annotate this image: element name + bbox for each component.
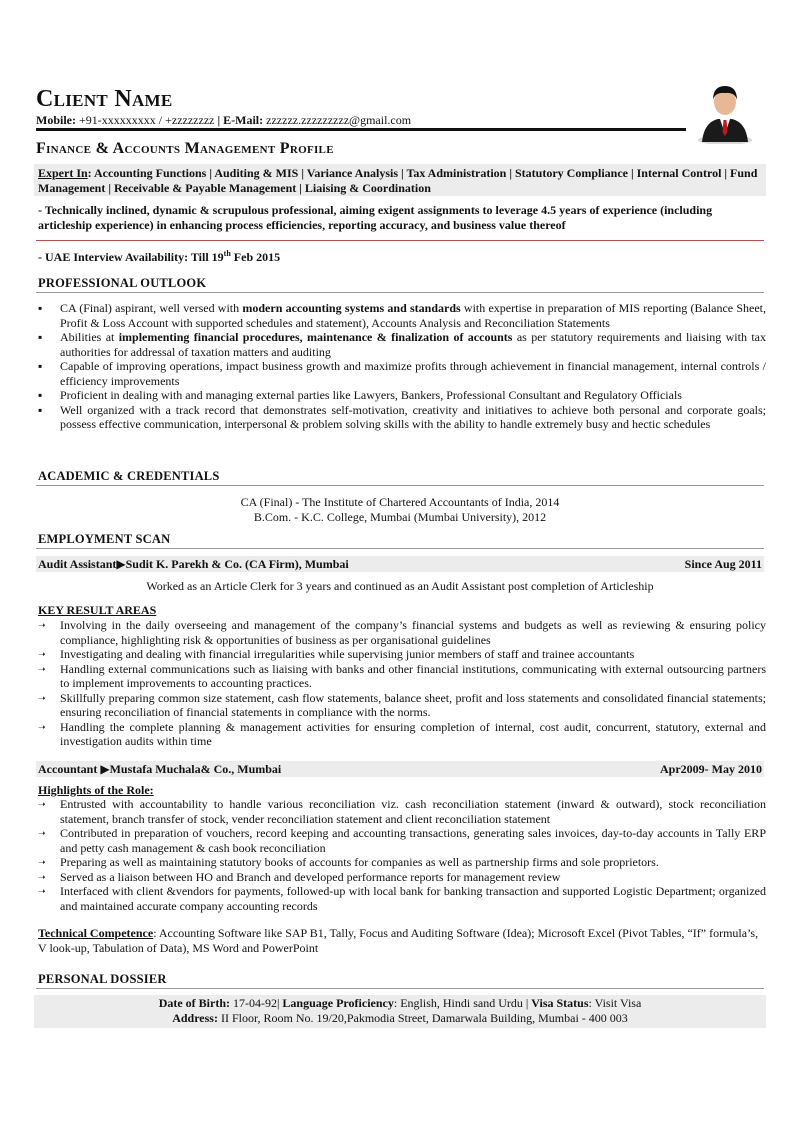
list-item: ➝ Handling external communications such as liaising with banks and other financial institutions, communicating with external outsourcing partners to implement improvements to accounting practices. bbox=[38, 661, 766, 690]
job-company: Mustafa Muchala& Co., Mumbai bbox=[109, 762, 282, 776]
email-label: E-Mail: bbox=[223, 113, 264, 127]
dob-label: Date of Birth: bbox=[158, 996, 231, 1010]
address-value: II Floor, Room No. 19/20,Pakmodia Street, Damarwala Building, Mumbai - 400 003 bbox=[217, 1011, 628, 1025]
expert-label: Expert In bbox=[38, 166, 88, 180]
section-heading-academic: ACADEMIC & CREDENTIALS bbox=[38, 469, 220, 483]
arrow-icon: ▶ bbox=[116, 557, 126, 571]
outlook-list bbox=[38, 301, 766, 432]
technical-text: : Accounting Software like SAP B1, Tally, Focus and Auditing Software (Idea); Microsoft Excel (Pivot Tables, “If” formula’s, V look-up, Tabulation of Data), MS Word and PowerPoint bbox=[38, 926, 759, 955]
arrow-icon: ▶ bbox=[100, 762, 110, 776]
kra-heading: KEY RESULT AREAS bbox=[38, 603, 157, 617]
list-item: ➝ Investigating and dealing with financial irregularities while supervising junior members of staff and trainee accountants bbox=[38, 647, 635, 661]
uae-availability: - UAE Interview Availability: Till 19th Feb 2015 bbox=[38, 249, 281, 264]
job-date: Since Aug 2011 bbox=[684, 557, 762, 571]
expert-in bbox=[38, 166, 764, 196]
section-rule bbox=[36, 548, 764, 549]
client-name: Client Name bbox=[36, 86, 173, 112]
job-title: Accountant bbox=[38, 762, 101, 776]
section-heading-employment: EMPLOYMENT SCAN bbox=[38, 532, 171, 546]
mobile-label: Mobile: bbox=[36, 113, 76, 127]
section-heading-outlook: PROFESSIONAL OUTLOOK bbox=[38, 276, 207, 290]
job1-note: Worked as an Article Clerk for 3 years and continued as an Audit Assistant post completion of Articleship bbox=[146, 579, 654, 593]
list-item: ▪ Proficient in dealing with and managing external parties like Lawyers, Bankers, Professional Consultant and Regulatory Officials bbox=[38, 388, 682, 402]
visa-value: : Visit Visa bbox=[588, 996, 642, 1010]
job-company: Sudit K. Parekh & Co. (CA Firm), Mumbai bbox=[125, 557, 349, 571]
section-heading-dossier: PERSONAL DOSSIER bbox=[38, 972, 167, 986]
address-label: Address: bbox=[172, 1011, 218, 1025]
section-rule bbox=[36, 485, 764, 486]
technical-label: Technical Competence bbox=[38, 926, 154, 940]
academic-line-2: B.Com. - K.C. College, Mumbai (Mumbai University), 2012 bbox=[253, 510, 547, 524]
list-item: ▪ Abilities at implementing financial procedures, maintenance & finalization of accounts as per statutory requirements and liaising with tax authorities for addressal of taxation matters and auditing bbox=[38, 330, 766, 359]
job-row-1 bbox=[36, 556, 764, 572]
language-label: Language Proficiency bbox=[282, 996, 394, 1010]
kra-list bbox=[38, 618, 766, 749]
highlights-list bbox=[38, 797, 766, 913]
academic-line-1: CA (Final) - The Institute of Chartered Accountants of India, 2014 bbox=[240, 495, 560, 509]
mobile-value: +91-xxxxxxxxx / +zzzzzzzz bbox=[79, 113, 215, 127]
dob-value: 17-04-92| bbox=[230, 996, 283, 1010]
person-avatar-icon bbox=[696, 82, 754, 144]
contact-line: Mobile: +91-xxxxxxxxx / +zzzzzzzz | E-Mail: zzzzzz.zzzzzzzzz@gmail.com bbox=[36, 113, 412, 127]
expert-text: : Accounting Functions | Auditing & MIS | Variance Analysis | Tax Administration | Statutory Compliance | Internal Control | Fund Management | Receivable & Payable Management | Liaising & Coordination bbox=[38, 166, 758, 195]
section-rule bbox=[36, 292, 764, 293]
language-value: : English, Hindi sand Urdu | bbox=[393, 996, 532, 1010]
section-rule bbox=[36, 988, 764, 989]
list-item: ➝ Handling the complete planning & management activities for ensuring completion of internal, cost audit, concurrent, statutory, external and investigation audits within time bbox=[38, 719, 766, 748]
visa-label: Visa Status bbox=[531, 996, 589, 1010]
list-item: ▪ CA (Final) aspirant, well versed with modern accounting systems and standards with expertise in preparation of MIS reporting (Balance Sheet, Profit & Loss Account with supported schedules and statement), Accounts Analysis and Reconciliation Statements bbox=[38, 301, 767, 330]
list-item: ➝ Preparing as well as maintaining statutory books of accounts for companies as well as partnership firms and sole proprietors. bbox=[38, 855, 659, 869]
list-item: ➝ Skillfully preparing common size statement, cash flow statements, balance sheet, profit and loss statements and consolidated financial statements; ensuring reconciliation of financial statements in compliance with the norms. bbox=[38, 690, 766, 719]
list-item: ▪ Capable of improving operations, impact business growth and maximize profits through achievement in financial management, internal controls / efficiency improvements bbox=[38, 359, 766, 388]
technical-competence bbox=[38, 926, 764, 956]
list-item: ➝ Served as a liaison between HO and Branch and developed performance reports for management review bbox=[38, 869, 561, 884]
summary-rule bbox=[36, 240, 764, 241]
list-item: ➝ Interfaced with client &vendors for payments, followed-up with local bank for banking transaction and supported Logistic Department; organized and maintained accurate company accounting records bbox=[38, 884, 766, 913]
summary: - Technically inclined, dynamic & scrupulous professional, aiming exigent assignments to leverage 4.5 years of experience (including articleship experience) in enhancing process efficiencies, reporting accuracy, and business value thereof bbox=[38, 203, 713, 232]
job-date: Apr2009- May 2010 bbox=[660, 762, 762, 776]
list-item: ➝ Involving in the daily overseeing and management of the company’s financial systems and budgets as well as reviewing & ensuring policy compliance, highlighting risk & opportunities of business as per organisational guidelines bbox=[38, 618, 766, 647]
list-item: ▪ Well organized with a track record that demonstrates self-motivation, creativity and initiatives to achieve both personal and corporate goals; possess effective communication, interpersonal & problem solving skills with the ability to handle extremely busy and hectic schedules bbox=[38, 402, 766, 431]
highlights-heading: Highlights of the Role: bbox=[38, 783, 154, 797]
list-item: ➝ Contributed in preparation of vouchers, record keeping and accounting transactions, generating sales invoices, day-to-day accounts in Tally ERP and petty cash management & cash book reconciliation bbox=[38, 826, 766, 855]
header-rule bbox=[36, 128, 686, 131]
email-value: zzzzzz.zzzzzzzzz@gmail.com bbox=[266, 113, 412, 127]
list-item: ➝ Entrusted with accountability to handle various reconciliation viz. cash reconciliation statement (inward & outward), stock reconciliation statement, branch transfer of stock, vender reconciliation statement and client reconciliation statement bbox=[38, 797, 766, 826]
profile-title: Finance & Accounts Management Profile bbox=[36, 140, 334, 157]
job-title: Audit Assistant bbox=[38, 557, 117, 571]
dossier-text bbox=[36, 996, 764, 1026]
job-row-2 bbox=[36, 761, 764, 777]
